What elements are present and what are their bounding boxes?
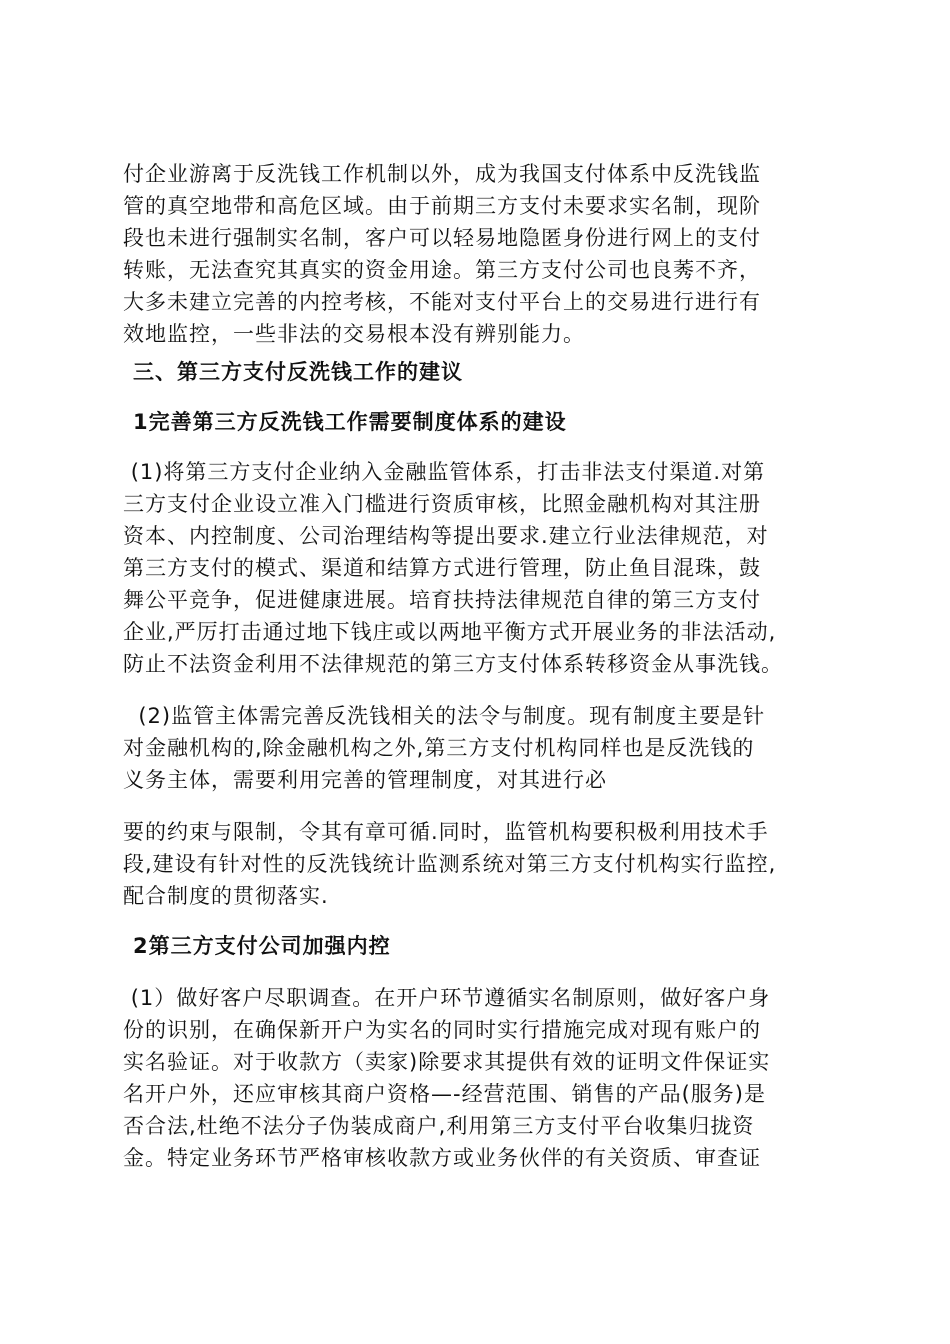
body-paragraph: 要的约束与限制，令其有章可循.同时，监管机构要积极利用技术手 段,建设有针对性的反洗钱统计监测系统对第三方支付机构实行监控, 配合制度的贯彻落实. bbox=[123, 820, 777, 908]
body-paragraph: (2)监管主体需完善反洗钱相关的法令与制度。现有制度主要是针 对金融机构的,除金融机构之外,第三方支付机构同样也是反洗钱的 义务主体，需要利用完善的管理制度，对其进行必 bbox=[123, 704, 766, 792]
subsection-heading: 1完善第三方反洗钱工作需要制度体系的建设 bbox=[133, 410, 567, 434]
body-paragraph: (1)将第三方支付企业纳入金融监管体系，打击非法支付渠道.对第 三方支付企业设立准入门槛进行资质审核，比照金融机构对其注册 资本、内控制度、公司治理结构等提出要求.建立行业法律规范，对 第三方支付的模式、渠道和结算方式进行管理，防止鱼目混珠，鼓 舞公平竞争，促进健康进展。培育扶持法律规范自律的第三方支付 企业,严厉打击通过地下钱庄或以两地平衡方式开展业务的非法活动, 防止不法资金利用不法律规范的第三方支付体系转移资金从事洗钱。 bbox=[123, 460, 783, 676]
body-paragraph: 付企业游离于反洗钱工作机制以外，成为我国支付体系中反洗钱监 管的真空地带和高危区域。由于前期三方支付未要求实名制，现阶 段也未进行强制实名制，客户可以轻易地隐匿身份进行网上的支付 转账，无法查究其真实的资金用途。第三方支付公司也良莠不齐， 大多未建立完善的内控考核，不能对支付平台上的交易进行进行有 效地监控，一些非法的交易根本没有辨别能力。 bbox=[123, 162, 761, 346]
section-heading: 三、第三方支付反洗钱工作的建议 bbox=[133, 360, 463, 384]
body-paragraph: (1）做好客户尽职调查。在开户环节遵循实名制原则，做好客户身 份的识别，在确保新开户为实名的同时实行措施完成对现有账户的 实名验证。对于收款方（卖家)除要求其提供有效的证明文件保证实 名开户外，还应审核其商户资格—-经营范围、销售的产品(服务)是 否合法,杜绝不法分子伪装成商户,利用第三方支付平台收集归拢资 金。特定业务环节严格审核收款方或业务伙伴的有关资质、审查证 bbox=[123, 986, 771, 1170]
subsection-heading: 2第三方支付公司加强内控 bbox=[133, 934, 391, 958]
